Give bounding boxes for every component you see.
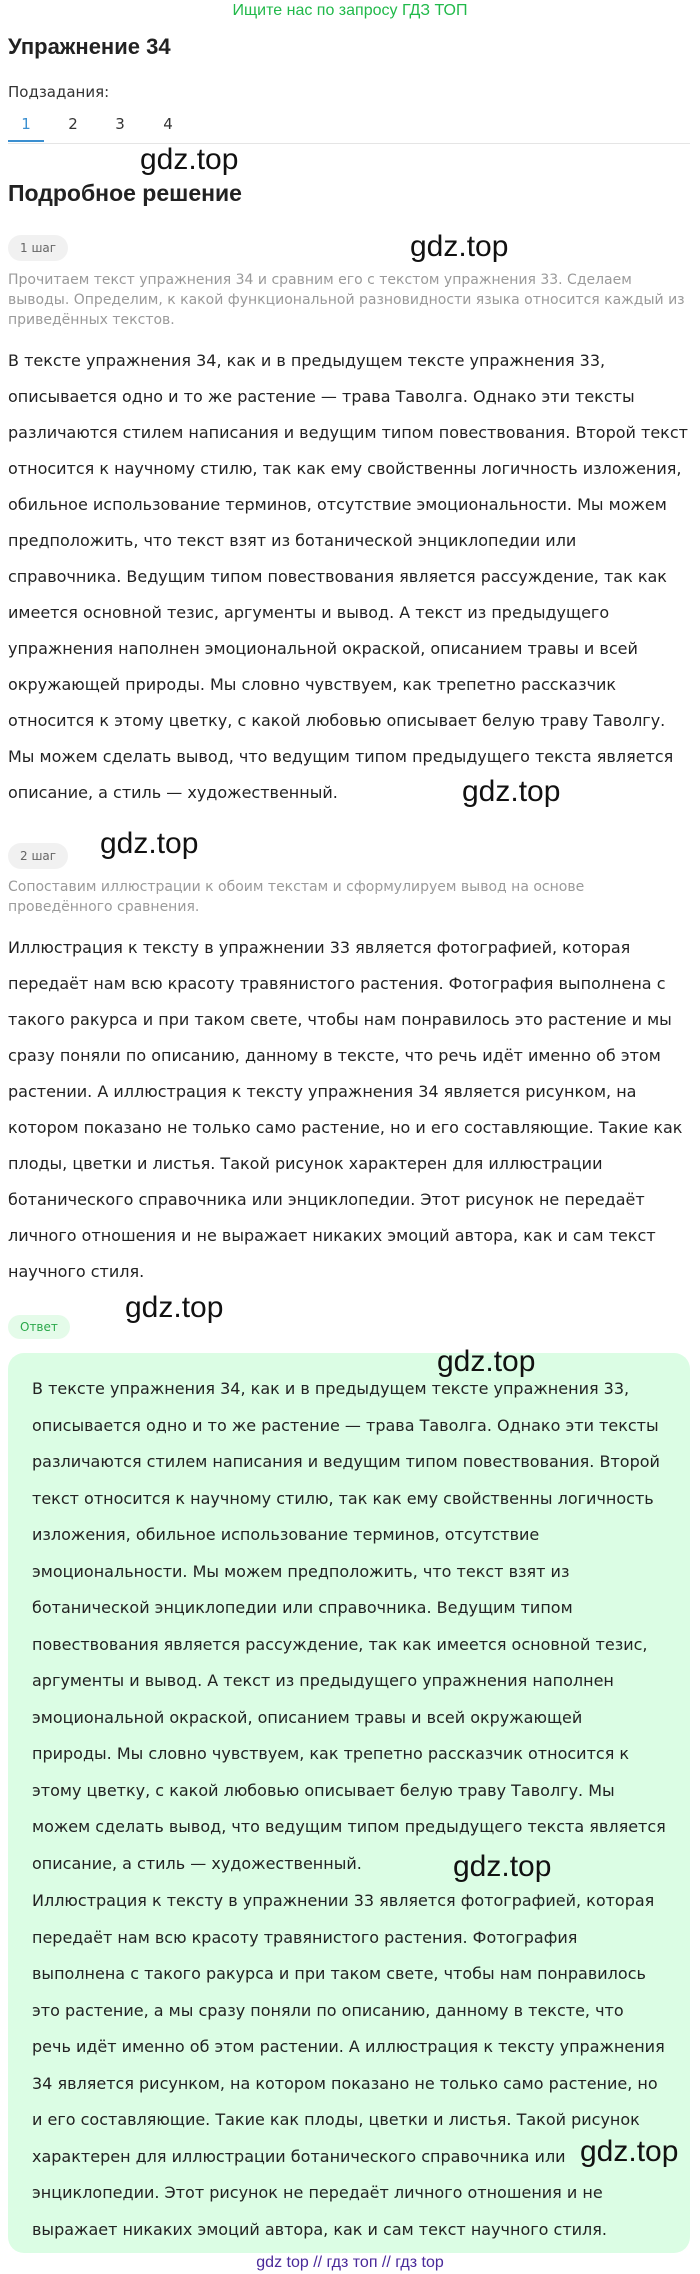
answer-paragraph-1: В тексте упражнения 34, как и в предыдущем тексте упражнения 33, описывается одно и то же растение — трава Таволга. Однако эти тексты различаются стилем написания и ведущим типом повествования. Второй текст относится к научному стилю, так как ему свойственны логичность изложения, обильное использование терминов, отсутствие эмоциональности. Мы можем предположить, что текст взят из ботанической энциклопедии или справочника. Ведущим типом повествования является рассуждение, так как имеется основной тезис, аргументы и вывод. А текст из предыдущего упражнения наполнен эмоциональной окраской, описанием травы и всей окружающей природы. Мы словно чувствуем, как трепетно рассказчик относится к этому цветку, с какой любовью описывает белую траву Таволгу. Мы можем сделать вывод, что ведущим типом предыдущего текста является описание, а стиль — художественный. [32, 1379, 666, 1873]
answer-badge: Ответ [8, 1315, 70, 1339]
step-badge-2: 2 шаг [8, 843, 68, 869]
step-badge-1: 1 шаг [8, 235, 68, 261]
watermark: gdz.top [410, 230, 509, 263]
footer-links[interactable]: gdz top // гдз топ // гдз top [256, 2254, 444, 2271]
step-2-description: Сопоставим иллюстрации к обоим текстам и сформулируем вывод на основе проведённого сравнения. [8, 879, 585, 915]
watermark: gdz.top [437, 1345, 536, 1378]
tab-subtask-3[interactable]: 3 [115, 115, 125, 133]
exercise-title: Упражнение 34 [8, 34, 171, 59]
subtasks-label: Подзадания: [8, 83, 110, 101]
section-title: Подробное решение [8, 180, 242, 206]
step-1-description: Прочитаем текст упражнения 34 и сравним его с текстом упражнения 33. Сделаем выводы. Определим, к какой функциональной разновидности языка относится каждый из приведённых текстов. [8, 272, 685, 328]
top-banner[interactable]: Ищите нас по запросу ГДЗ ТОП [232, 2, 468, 19]
watermark: gdz.top [453, 1850, 552, 1883]
watermark: gdz.top [580, 2135, 679, 2168]
active-tab-indicator [8, 140, 44, 142]
watermark: gdz.top [462, 775, 561, 808]
step-2-text: Иллюстрация к тексту в упражнении 33 является фотографией, которая передаёт нам всю красоту травянистого растения. Фотография выполнена с такого ракурса и при таком свете, чтобы нам понравилось это растение и мы сразу поняли по описанию, данному в тексте, что речь идёт именно об этом растении. А иллюстрация к тексту упражнения 34 является рисунком, на котором показано не только само растение, но и его составляющие. Такие как плоды, цветки и листья. Такой рисунок характерен для иллюстрации ботанического справочника или энциклопедии. Этот рисунок не передаёт личного отношения и не выражает никаких эмоций автора, как и сам текст научного стиля. [8, 938, 683, 1281]
answer-paragraph-2: Иллюстрация к тексту в упражнении 33 является фотографией, которая передаёт нам всю красоту травянистого растения. Фотография выполнена с такого ракурса и при таком свете, чтобы нам понравилось это растение, а мы сразу поняли по описанию, данному в тексте, что речь идёт именно об этом растении. А иллюстрация к тексту упражнения 34 является рисунком, на котором показано не только само растение, но и его составляющие. Такие как плоды, цветки и листья. Такой рисунок характерен для иллюстрации ботанического справочника или энциклопедии. Этот рисунок не передаёт личного отношения и не выражает никаких эмоций автора, как и сам текст научного стиля. [32, 1891, 665, 2239]
watermark: gdz.top [100, 827, 199, 860]
tab-subtask-1[interactable]: 1 [21, 115, 31, 133]
tabs-divider [8, 143, 690, 144]
watermark: gdz.top [140, 143, 239, 176]
step-1-text: В тексте упражнения 34, как и в предыдущем тексте упражнения 33, описывается одно и то же растение — трава Таволга. Однако эти тексты различаются стилем написания и ведущим типом повествования. Второй текст относится к научному стилю, так как ему свойственны логичность изложения, обильное использование терминов, отсутствие эмоциональности. Мы можем предположить, что текст взят из ботанической энциклопедии или справочника. Ведущим типом повествования является рассуждение, так как имеется основной тезис, аргументы и вывод. А текст из предыдущего упражнения наполнен эмоциональной окраской, описанием травы и всей окружающей природы. Мы словно чувствуем, как трепетно рассказчик относится к этому цветку, с какой любовью описывает белую траву Таволгу. Мы можем сделать вывод, что ведущим типом предыдущего текста является описание, а стиль — художественный. [8, 351, 688, 802]
watermark: gdz.top [125, 1291, 224, 1324]
tab-subtask-4[interactable]: 4 [163, 115, 173, 133]
tab-subtask-2[interactable]: 2 [68, 115, 78, 133]
